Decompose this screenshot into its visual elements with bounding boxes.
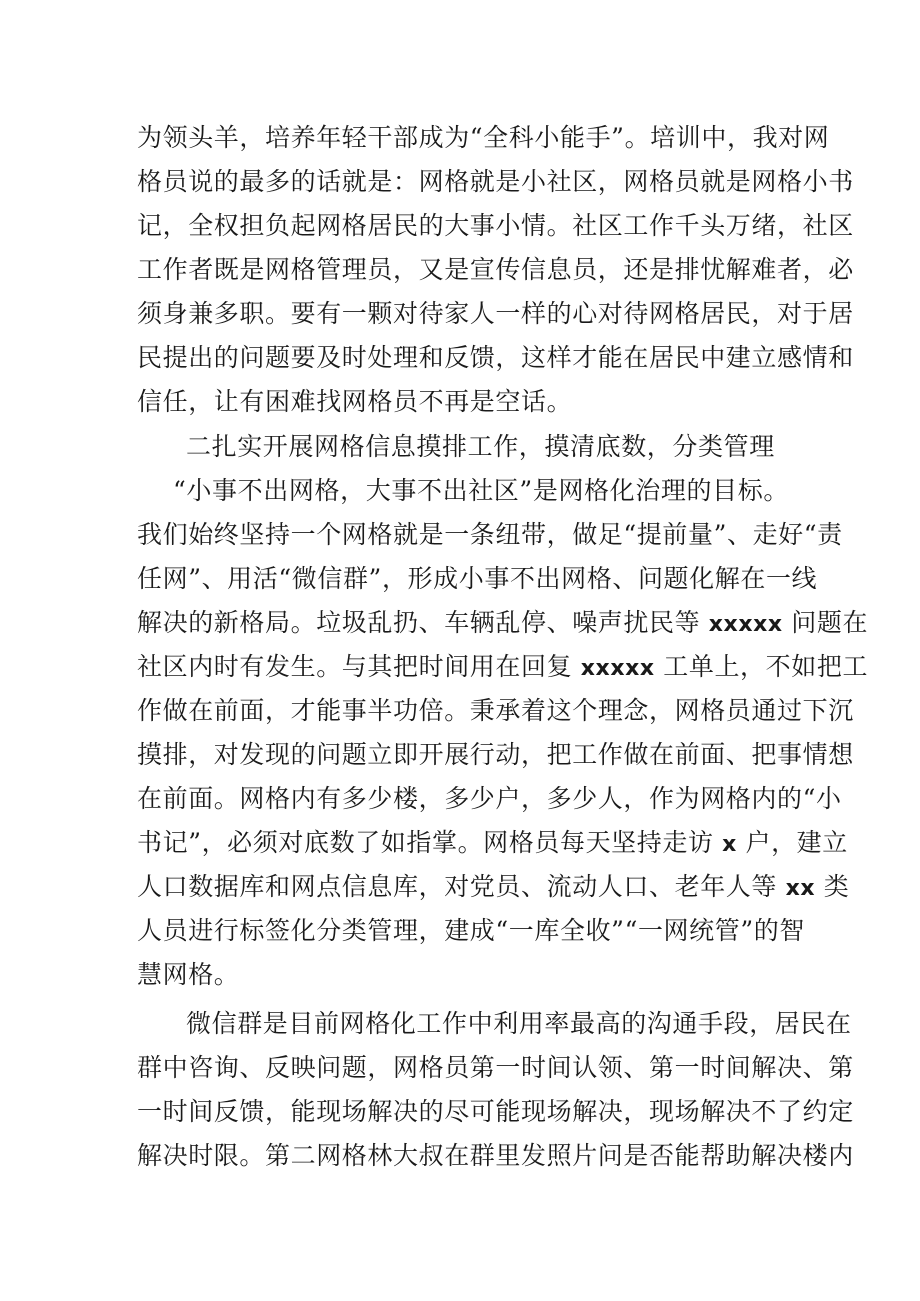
paragraph-line: 人员进行标签化分类管理，建成“一库全收”“一网统管”的智 xyxy=(137,916,805,945)
paragraph-line: 工作者既是网格管理员，又是宣传信息员，还是排忧解难者，必 xyxy=(137,255,854,284)
paragraph-line: 慧网格。 xyxy=(137,960,240,989)
paragraph-line: 记，全权担负起网格居民的大事小情。社区工作千头万绪，社区 xyxy=(137,211,854,240)
paragraph-line xyxy=(137,647,869,687)
placeholder-text: xxxxx xyxy=(708,612,783,637)
paragraph-line: “小事不出网格，大事不出社区”是网格化治理的目标。 xyxy=(173,476,789,505)
text-run: 解决的新格局。垃圾乱扔、车辆乱停、噪声扰民等 xyxy=(137,608,701,637)
paragraph-line: 摸排，对发现的问题立即开展行动，把工作做在前面、把事情想 xyxy=(137,740,854,769)
paragraph-line: 群中咨询、反映问题，网格员第一时间认领、第一时间解决、第 xyxy=(137,1053,854,1082)
placeholder-text: xx xyxy=(785,876,816,901)
paragraph-line xyxy=(137,823,848,863)
paragraph-line: 格员说的最多的话就是：网格就是小社区，网格员就是网格小书 xyxy=(137,167,854,196)
text-run: 问题在 xyxy=(791,608,869,637)
paragraph-line: 信任，让有困难找网格员不再是空话。 xyxy=(137,387,573,416)
paragraph-line: 一时间反馈，能现场解决的尽可能现场解决，现场解决不了约定 xyxy=(137,1097,854,1126)
paragraph-line xyxy=(137,867,850,907)
paragraph-line: 解决时限。第二网格林大叔在群里发照片问是否能帮助解决楼内 xyxy=(137,1141,854,1170)
paragraph-line: 在前面。网格内有多少楼，多少户，多少人，作为网格内的“小 xyxy=(137,784,842,813)
paragraph-line: 微信群是目前网格化工作中利用率最高的沟通手段，居民在 xyxy=(186,1009,852,1038)
text-run: 类 xyxy=(823,872,850,901)
paragraph-line: 为领头羊，培养年轻干部成为“全科小能手”。培训中，我对网 xyxy=(137,123,830,152)
placeholder-text: xxxxx xyxy=(580,656,655,681)
paragraph-line xyxy=(137,603,869,643)
text-run: 户，建立 xyxy=(745,828,848,857)
paragraph-line: 民提出的问题要及时处理和反馈，这样才能在居民中建立感情和 xyxy=(137,343,854,372)
placeholder-text: x xyxy=(722,832,737,857)
paragraph-line: 任网”、用活“微信群”，形成小事不出网格、问题化解在一线 xyxy=(137,564,818,593)
text-run: 人口数据库和网点信息库，对党员、流动人口、老年人等 xyxy=(137,872,778,901)
section-heading: 二扎实开展网格信息摸排工作，摸清底数，分类管理 xyxy=(186,432,775,461)
paragraph-line: 作做在前面，才能事半功倍。秉承着这个理念，网格员通过下沉 xyxy=(137,696,854,725)
text-run: 书记”，必须对底数了如指掌。网格员每天坚持走访 xyxy=(137,828,714,857)
paragraph-line: 须身兼多职。要有一颗对待家人一样的心对待网格居民，对于居 xyxy=(137,299,854,328)
paragraph-line: 我们始终坚持一个网格就是一条纽带，做足“提前量”、走好“责 xyxy=(137,520,843,549)
text-run: 社区内时有发生。与其把时间用在回复 xyxy=(137,652,573,681)
text-run: 工单上，不如把工 xyxy=(663,652,869,681)
